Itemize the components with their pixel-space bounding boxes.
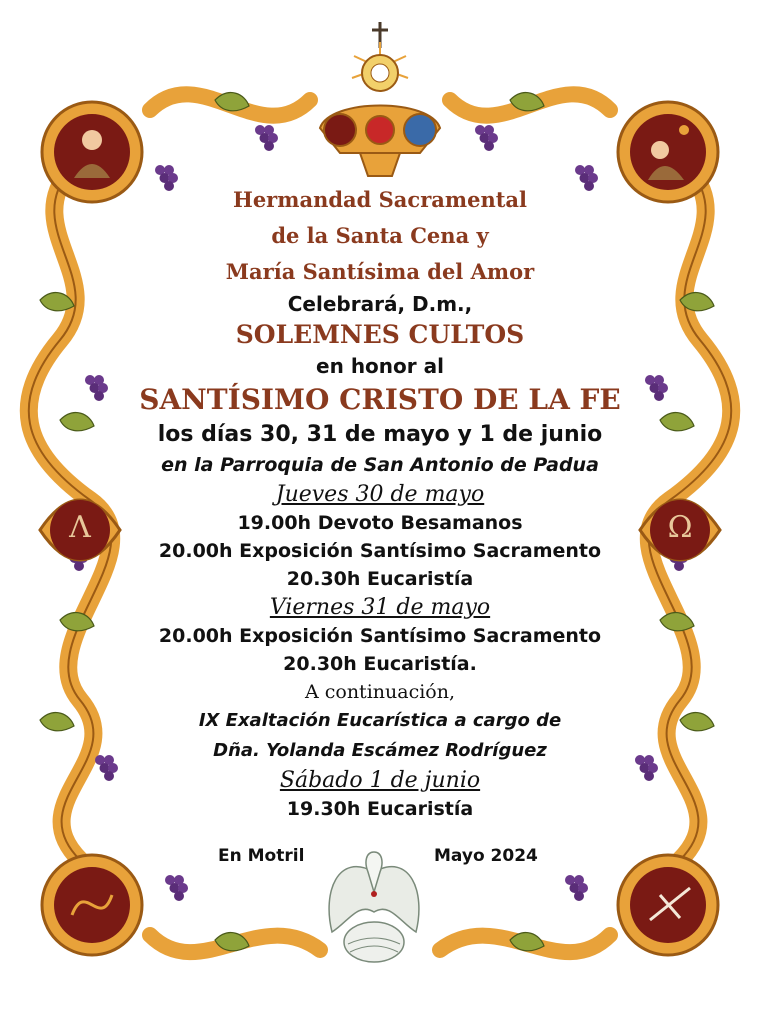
event-item: 20.30h Eucaristía: [286, 568, 474, 590]
monstrance-icon: [300, 18, 460, 178]
day-heading-saturday: Sábado 1 de junio: [279, 768, 481, 793]
exaltation-text: IX Exaltación Eucarística a cargo de: [198, 710, 562, 731]
event-item: 20.30h Eucaristía.: [283, 653, 477, 675]
pelican-icon: [318, 832, 430, 972]
org-name-line-1: Hermandad Sacramental: [232, 187, 527, 212]
place-text: en la Parroquia de San Antonio de Padua: [161, 454, 599, 476]
omega-symbol: Ω: [667, 510, 693, 545]
event-item: 20.00h Exposición Santísimo Sacramento: [158, 540, 602, 562]
footer-location: En Motril: [218, 846, 305, 866]
event-item: 19.00h Devoto Besamanos: [237, 512, 523, 534]
event-item: 19.30h Eucaristía: [286, 798, 474, 820]
christ-title: SANTÍSIMO CRISTO DE LA FE: [139, 383, 621, 416]
org-name-line-2: de la Santa Cena y: [271, 223, 489, 248]
org-name-line-3: María Santísima del Amor: [225, 259, 535, 284]
dates-text: los días 30, 31 de mayo y 1 de junio: [157, 422, 603, 447]
event-item: 20.00h Exposición Santísimo Sacramento: [158, 625, 602, 647]
solemn-cults-title: SOLEMNES CULTOS: [235, 320, 525, 349]
honor-text: en honor al: [316, 354, 444, 378]
speaker-name: Dña. Yolanda Escámez Rodríguez: [213, 740, 547, 761]
continuation-text: A continuación,: [304, 681, 456, 703]
main-content: [110, 182, 650, 823]
footer-date: Mayo 2024: [434, 846, 538, 866]
alpha-symbol: Λ: [69, 510, 91, 545]
day-heading-friday: Viernes 31 de mayo: [269, 595, 491, 620]
celebrates-text: Celebrará, D.m.,: [287, 292, 473, 316]
day-heading-thursday: Jueves 30 de mayo: [275, 482, 485, 507]
